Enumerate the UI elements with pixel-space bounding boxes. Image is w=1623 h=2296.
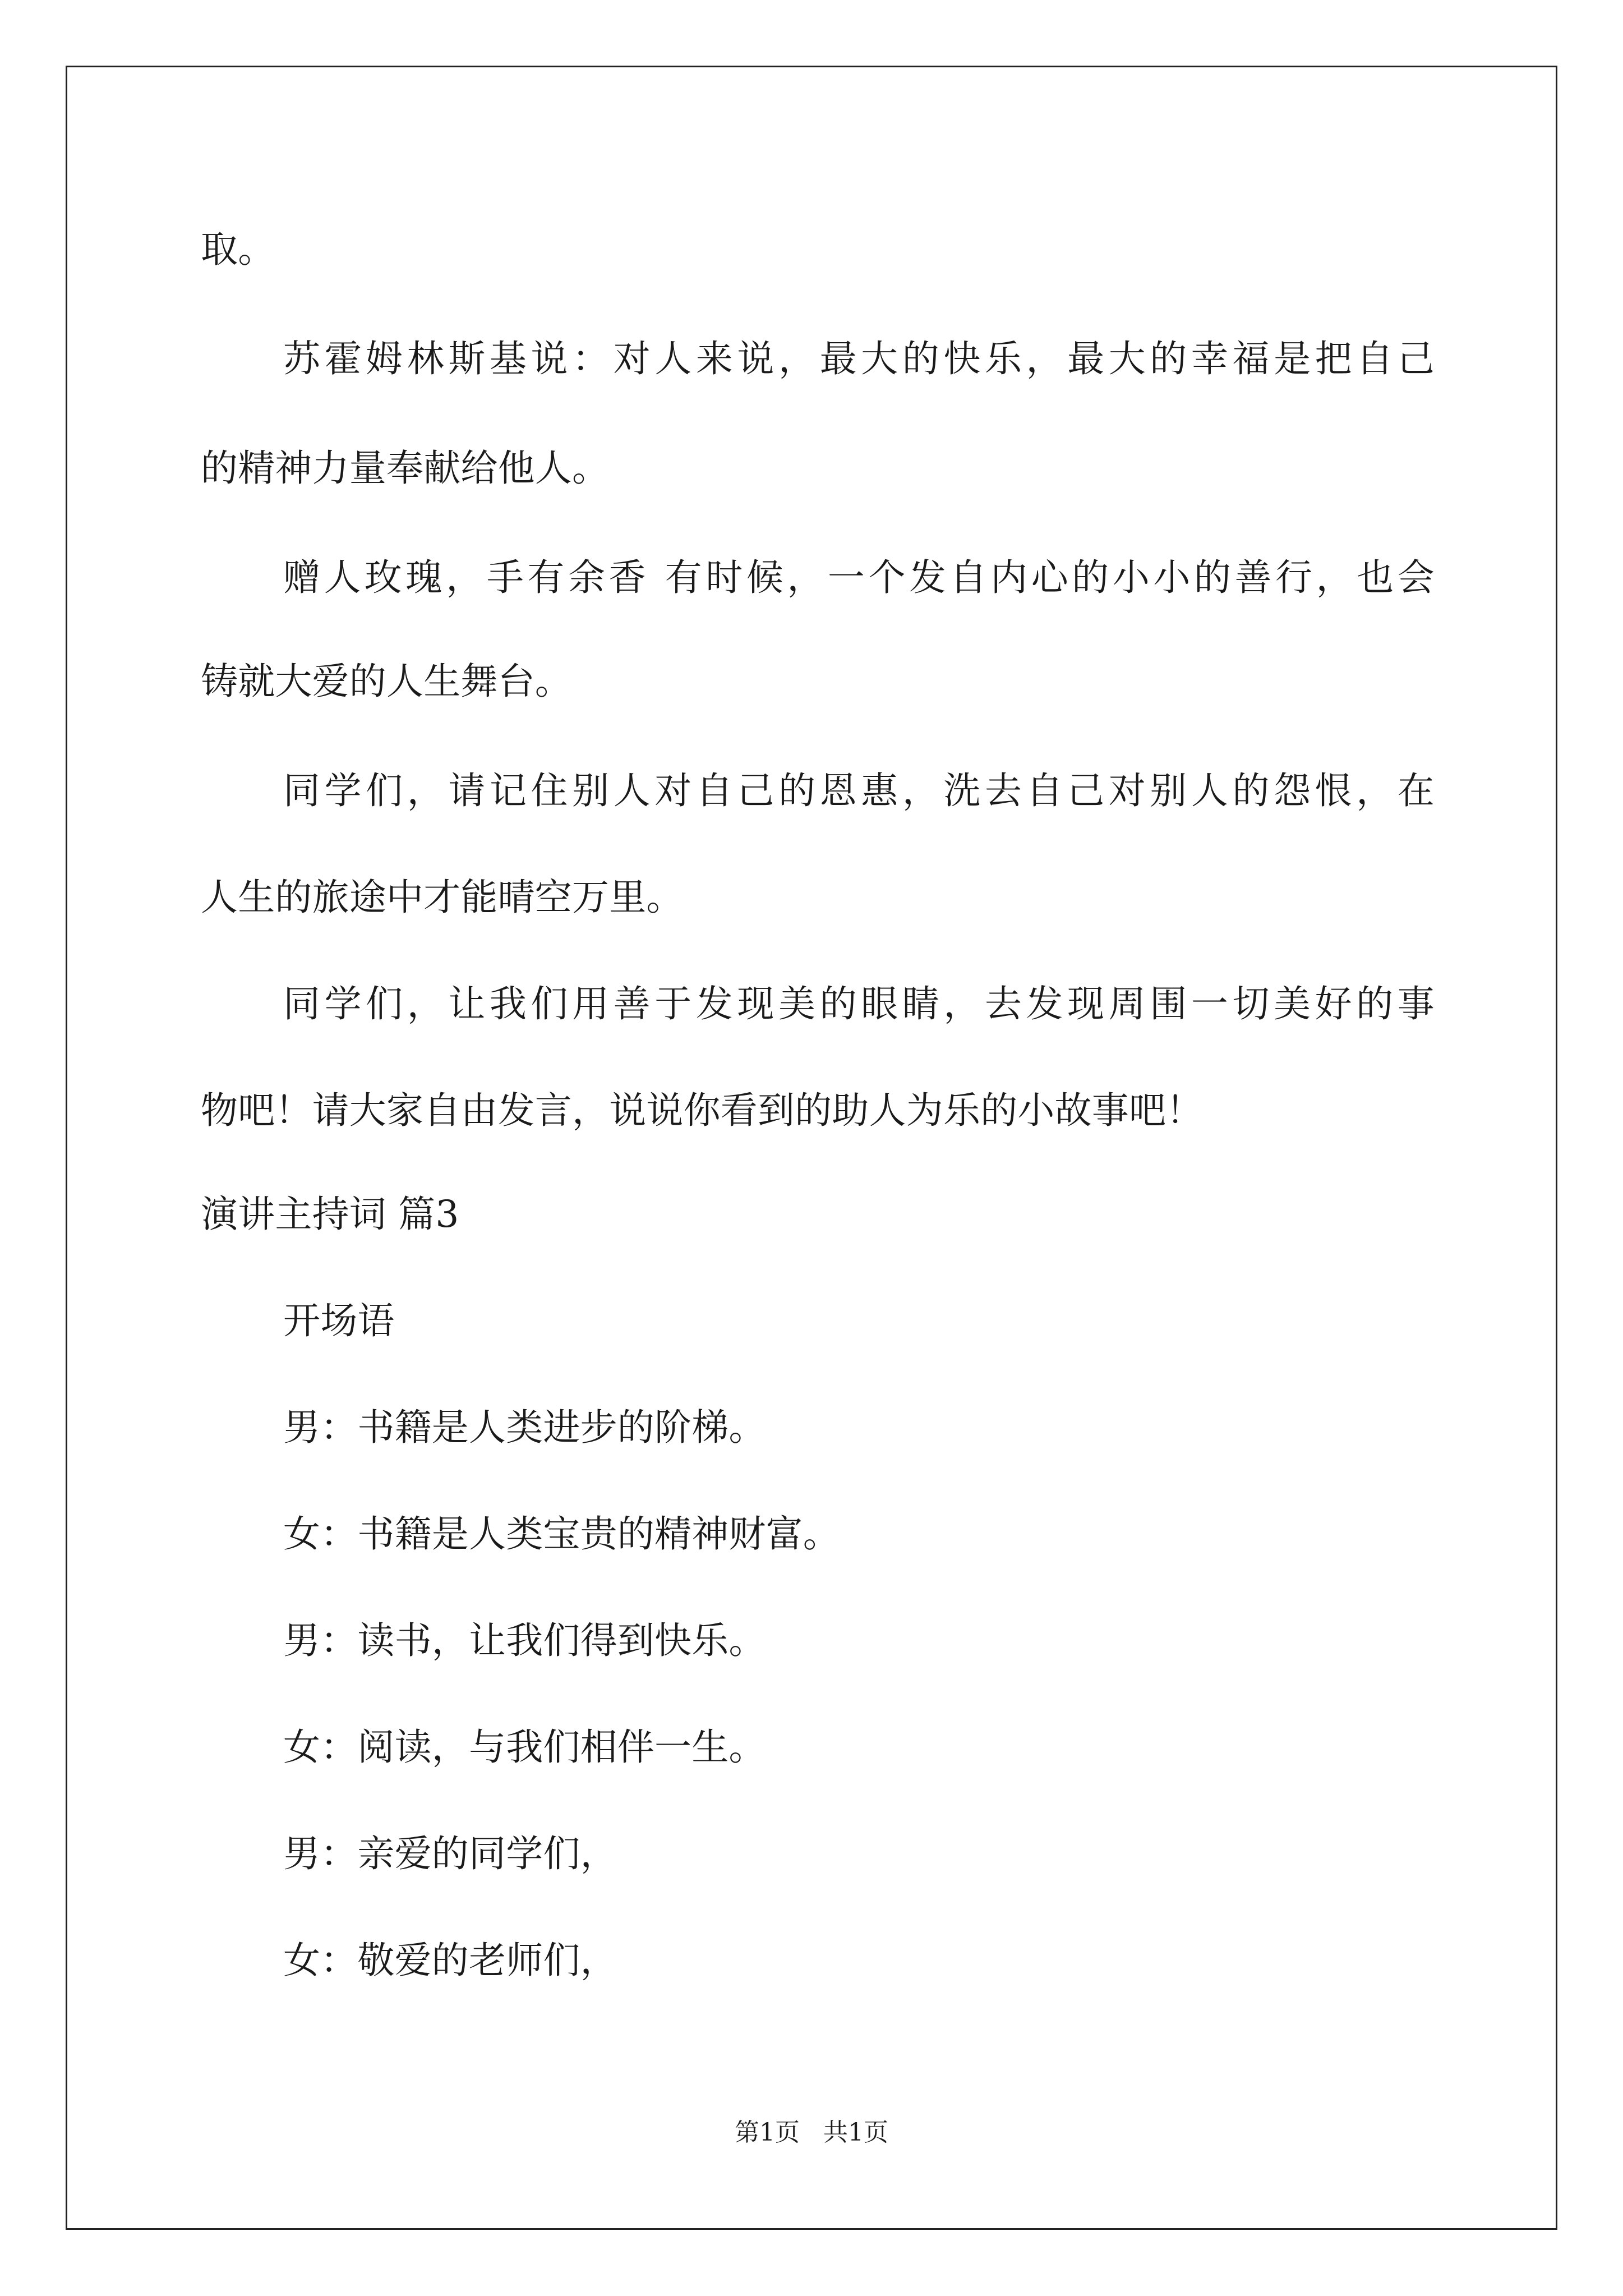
- paragraph-line: 男：亲爱的同学们，: [283, 1832, 617, 1875]
- paragraph-line: 开场语: [283, 1299, 395, 1342]
- paragraph-line: 人生的旅途中才能晴空万里。: [201, 876, 684, 919]
- paragraph-line: 同学们，让我们用善于发现美的眼睛，去发现周围一切美好的事: [283, 982, 1435, 1025]
- page-footer: 第1页 共1页: [735, 2118, 888, 2147]
- paragraph-line: 女：敬爱的老师们，: [283, 1939, 617, 1982]
- paragraph-line: 男：书籍是人类进步的阶梯。: [283, 1406, 766, 1449]
- paragraph-line: 男：读书，让我们得到快乐。: [283, 1619, 766, 1662]
- page-border: [66, 66, 1557, 2230]
- paragraph-line: 的精神力量奉献给他人。: [201, 447, 610, 490]
- paragraph-line: 物吧！请大家自由发言，说说你看到的助人为乐的小故事吧！: [201, 1089, 1204, 1132]
- paragraph-line: 苏霍姆林斯基说：对人来说，最大的快乐，最大的幸福是把自己: [283, 337, 1435, 380]
- paragraph-line: 赠人玫瑰，手有余香 有时候，一个发自内心的小小的善行，也会: [283, 556, 1435, 599]
- paragraph-line: 铸就大爱的人生舞台。: [201, 660, 572, 703]
- paragraph-line: 女：书籍是人类宝贵的精神财富。: [283, 1512, 840, 1556]
- paragraph-line: 女：阅读，与我们相伴一生。: [283, 1726, 766, 1769]
- paragraph-line: 同学们，请记住别人对自己的恩惠，洗去自己对别人的怨恨，在: [283, 769, 1435, 812]
- section-heading: 演讲主持词 篇3: [201, 1193, 459, 1236]
- paragraph-line: 取。: [201, 228, 275, 271]
